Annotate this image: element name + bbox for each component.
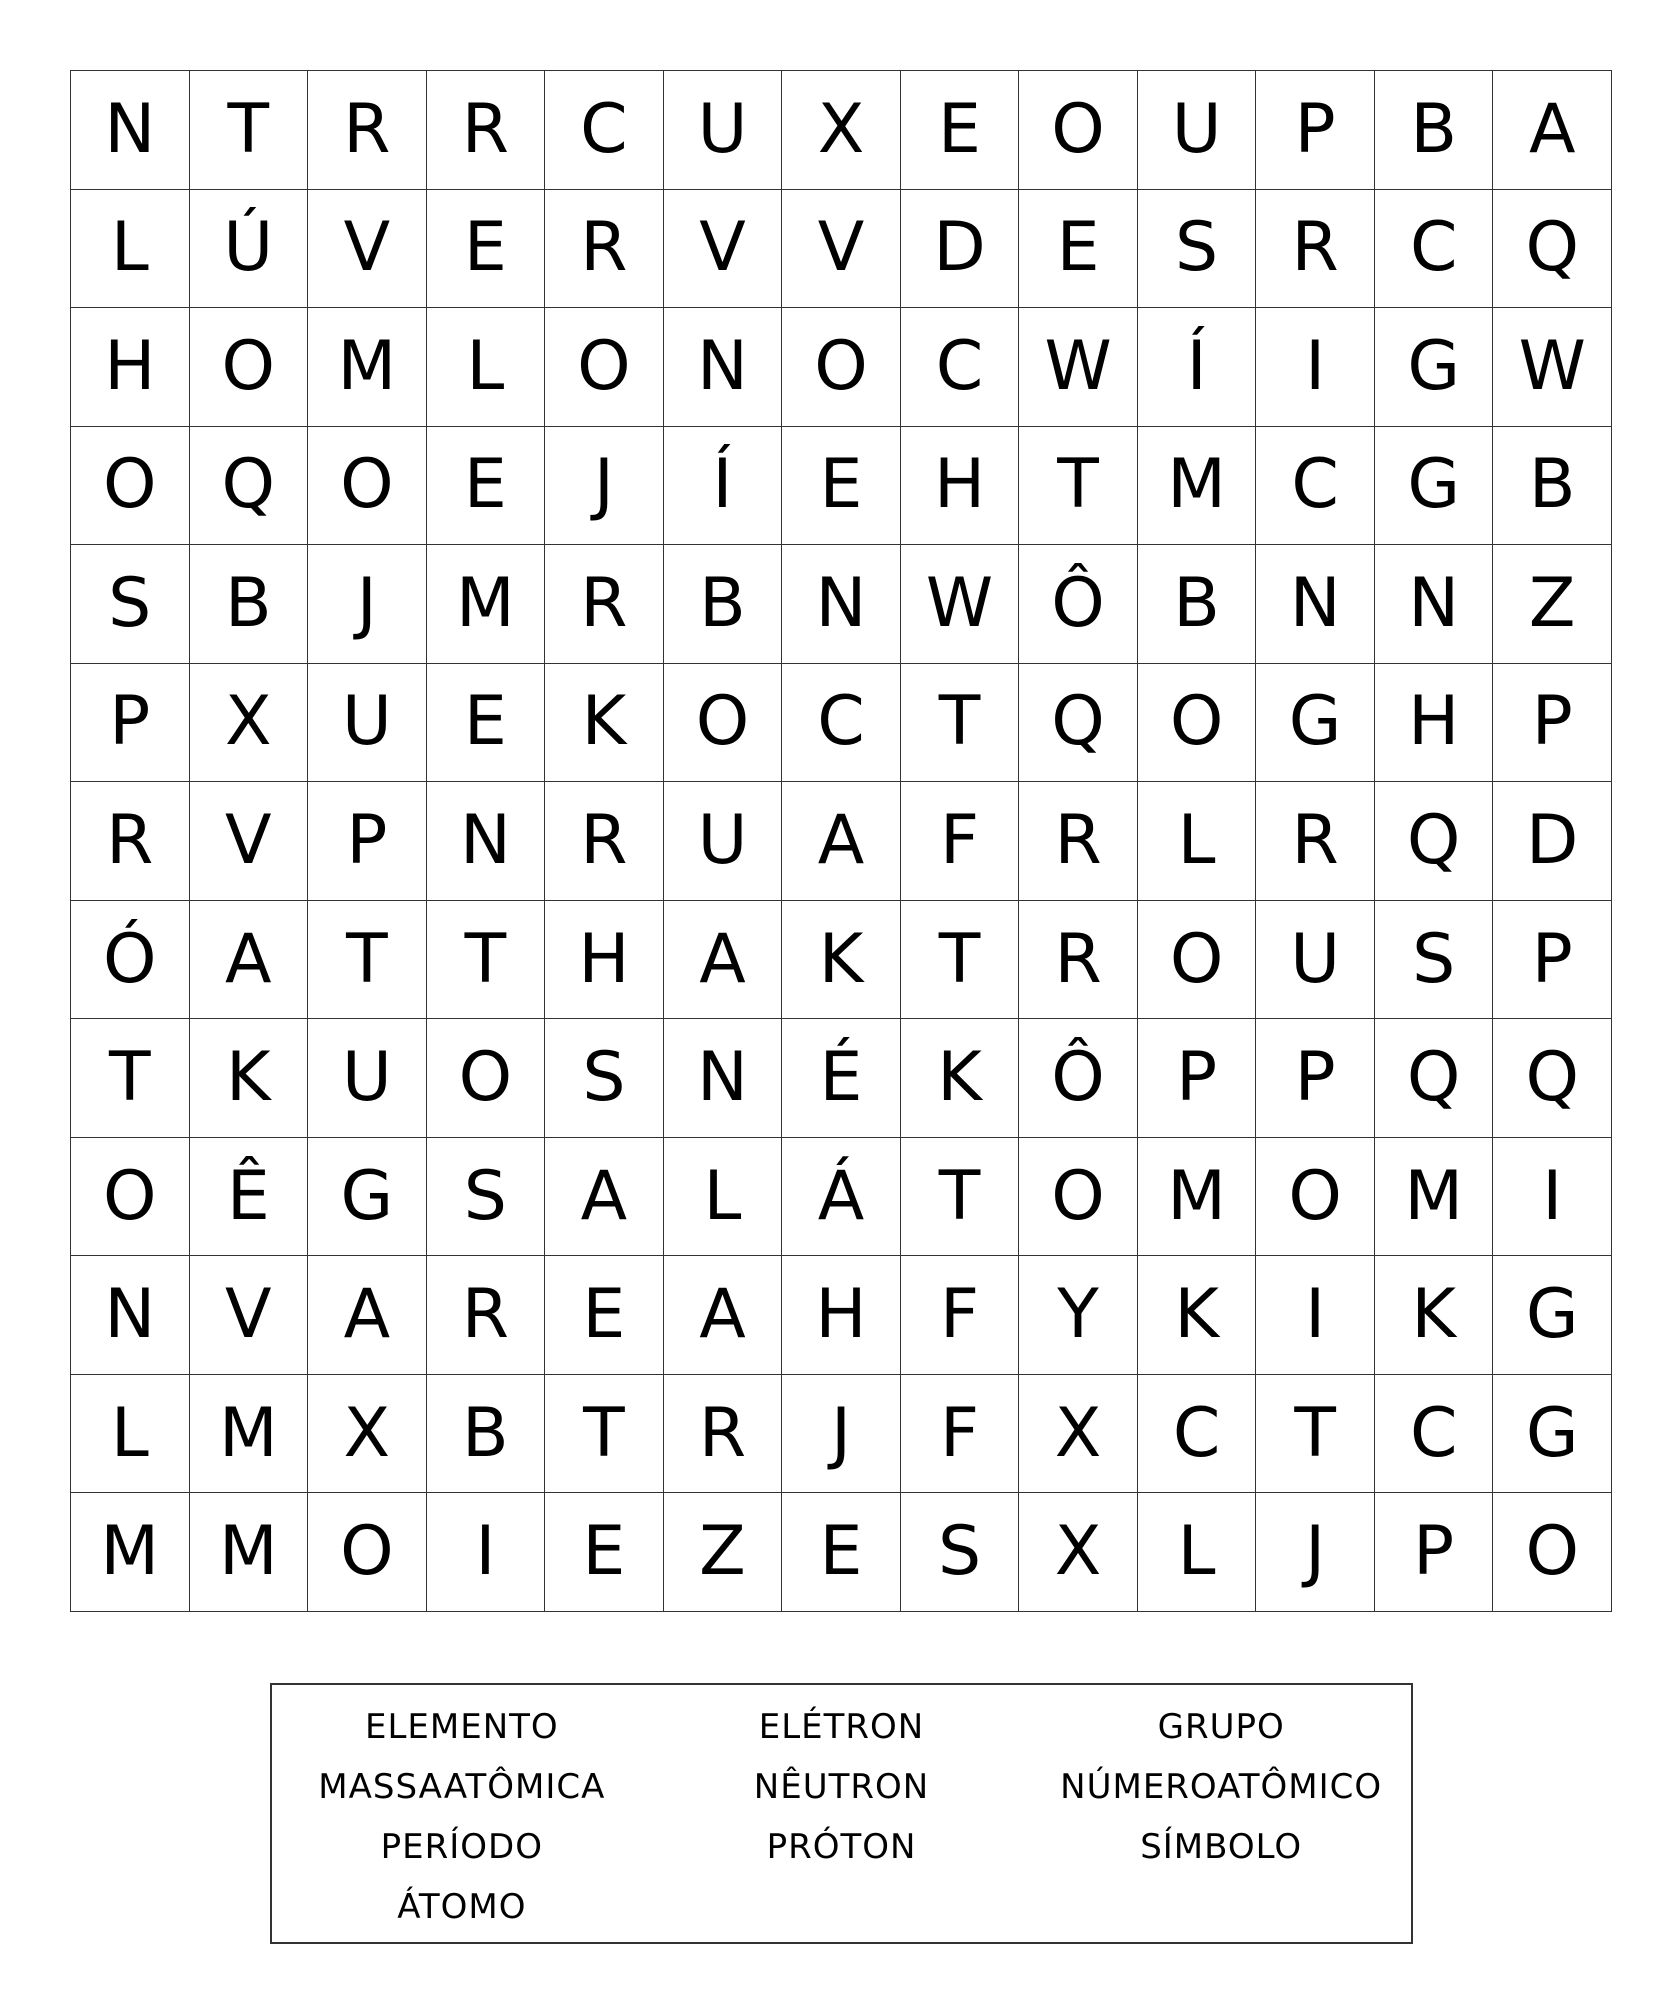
grid-cell[interactable]: P (1256, 71, 1375, 190)
grid-cell[interactable]: O (545, 308, 664, 427)
word-bank-item: ÁTOMO (397, 1887, 527, 1927)
grid-cell[interactable]: O (1019, 1138, 1138, 1257)
grid-cell[interactable]: A (190, 901, 309, 1020)
grid-cell[interactable]: C (901, 308, 1020, 427)
grid-cell[interactable]: B (1375, 71, 1494, 190)
grid-cell[interactable]: U (664, 782, 783, 901)
grid-cell[interactable]: U (1256, 901, 1375, 1020)
grid-cell[interactable]: G (1256, 664, 1375, 783)
grid-cell[interactable]: R (71, 782, 190, 901)
word-bank-item: SÍMBOLO (1140, 1827, 1303, 1867)
grid-cell[interactable]: W (901, 545, 1020, 664)
grid-cell[interactable]: A (664, 1256, 783, 1375)
grid-cell[interactable]: O (1138, 664, 1257, 783)
grid-cell[interactable]: E (545, 1493, 664, 1612)
grid-cell[interactable]: M (190, 1493, 309, 1612)
grid-cell[interactable]: Í (664, 427, 783, 546)
grid-cell[interactable]: I (1256, 308, 1375, 427)
grid-cell[interactable]: K (782, 901, 901, 1020)
grid-cell[interactable]: X (1019, 1493, 1138, 1612)
grid-cell[interactable]: P (1138, 1019, 1257, 1138)
grid-cell[interactable]: E (782, 427, 901, 546)
grid-cell[interactable]: Q (190, 427, 309, 546)
grid-cell[interactable]: N (1375, 545, 1494, 664)
grid-cell[interactable]: D (1493, 782, 1612, 901)
grid-cell[interactable]: R (1256, 190, 1375, 309)
grid-cell[interactable]: O (1019, 71, 1138, 190)
grid-cell[interactable]: S (427, 1138, 546, 1257)
grid-cell[interactable]: A (308, 1256, 427, 1375)
grid-cell[interactable]: X (782, 71, 901, 190)
grid-cell[interactable]: E (427, 664, 546, 783)
grid-cell[interactable]: N (1256, 545, 1375, 664)
grid-cell[interactable]: S (901, 1493, 1020, 1612)
grid-cell[interactable]: A (782, 782, 901, 901)
grid-cell[interactable]: H (782, 1256, 901, 1375)
grid-cell[interactable]: Z (1493, 545, 1612, 664)
grid-cell[interactable]: R (427, 1256, 546, 1375)
grid-cell[interactable]: O (190, 308, 309, 427)
grid-cell[interactable]: L (1138, 1493, 1257, 1612)
grid-cell[interactable]: C (1138, 1375, 1257, 1494)
grid-cell[interactable]: E (782, 1493, 901, 1612)
grid-cell[interactable]: G (1375, 427, 1494, 546)
grid-cell[interactable]: V (782, 190, 901, 309)
grid-cell[interactable]: M (308, 308, 427, 427)
grid-cell[interactable]: I (427, 1493, 546, 1612)
grid-cell[interactable]: N (71, 71, 190, 190)
word-bank-item: MASSAATÔMICA (318, 1767, 606, 1807)
grid-cell[interactable]: S (1375, 901, 1494, 1020)
grid-cell[interactable]: B (1493, 427, 1612, 546)
grid-cell[interactable]: E (901, 71, 1020, 190)
grid-cell[interactable]: O (1493, 1493, 1612, 1612)
grid-cell[interactable]: Ô (1019, 545, 1138, 664)
grid-cell[interactable]: Ó (71, 901, 190, 1020)
grid-cell[interactable]: M (1138, 427, 1257, 546)
grid-cell[interactable]: M (1375, 1138, 1494, 1257)
grid-cell[interactable]: I (1256, 1256, 1375, 1375)
grid-cell[interactable]: U (308, 1019, 427, 1138)
grid-cell[interactable]: Q (1019, 664, 1138, 783)
word-search-grid (70, 70, 1612, 1612)
grid-cell[interactable]: U (664, 71, 783, 190)
grid-cell[interactable]: S (1138, 190, 1257, 309)
grid-cell[interactable]: T (427, 901, 546, 1020)
grid-cell[interactable]: O (71, 1138, 190, 1257)
grid-cell[interactable]: L (427, 308, 546, 427)
grid-cell[interactable]: T (1019, 427, 1138, 546)
grid-cell[interactable]: A (664, 901, 783, 1020)
grid-cell[interactable]: P (1493, 664, 1612, 783)
grid-cell[interactable]: G (1375, 308, 1494, 427)
grid-cell[interactable]: G (308, 1138, 427, 1257)
grid-cell[interactable]: É (782, 1019, 901, 1138)
grid-cell[interactable]: Q (1493, 190, 1612, 309)
grid-cell[interactable]: R (1019, 901, 1138, 1020)
grid-cell[interactable]: T (545, 1375, 664, 1494)
grid-cell[interactable]: H (545, 901, 664, 1020)
grid-cell[interactable]: U (1138, 71, 1257, 190)
grid-cell[interactable]: N (664, 308, 783, 427)
grid-cell[interactable]: Q (1375, 782, 1494, 901)
grid-cell[interactable]: F (901, 1256, 1020, 1375)
word-bank-item (652, 1877, 1032, 1937)
grid-cell[interactable]: X (1019, 1375, 1138, 1494)
grid-cell[interactable]: K (901, 1019, 1020, 1138)
grid-cell[interactable]: Z (664, 1493, 783, 1612)
grid-cell[interactable]: M (1138, 1138, 1257, 1257)
grid-cell[interactable]: H (901, 427, 1020, 546)
grid-cell[interactable]: B (190, 545, 309, 664)
grid-cell[interactable]: S (545, 1019, 664, 1138)
grid-cell[interactable]: C (782, 664, 901, 783)
grid-cell[interactable]: F (901, 1375, 1020, 1494)
grid-cell[interactable]: B (664, 545, 783, 664)
grid-cell[interactable]: J (545, 427, 664, 546)
grid-cell[interactable]: T (190, 71, 309, 190)
grid-cell[interactable]: O (664, 664, 783, 783)
word-bank-item: ELEMENTO (364, 1707, 559, 1747)
grid-cell[interactable]: K (1375, 1256, 1494, 1375)
grid-cell[interactable]: K (545, 664, 664, 783)
grid-cell[interactable]: O (782, 308, 901, 427)
grid-cell[interactable]: R (545, 190, 664, 309)
grid-cell[interactable]: L (71, 190, 190, 309)
grid-cell[interactable]: H (1375, 664, 1494, 783)
grid-cell[interactable]: R (664, 1375, 783, 1494)
grid-cell[interactable]: N (427, 782, 546, 901)
grid-cell[interactable]: Ê (190, 1138, 309, 1257)
grid-cell[interactable]: B (427, 1375, 546, 1494)
grid-cell[interactable]: Ô (1019, 1019, 1138, 1138)
grid-cell[interactable]: O (71, 427, 190, 546)
grid-cell[interactable]: X (190, 664, 309, 783)
grid-cell[interactable]: T (71, 1019, 190, 1138)
grid-cell[interactable]: B (1138, 545, 1257, 664)
grid-cell[interactable]: I (1493, 1138, 1612, 1257)
grid-cell[interactable]: O (427, 1019, 546, 1138)
grid-cell[interactable]: K (190, 1019, 309, 1138)
grid-cell[interactable]: G (1493, 1375, 1612, 1494)
word-bank (270, 1683, 1413, 1944)
grid-cell[interactable]: P (1493, 901, 1612, 1020)
grid-cell[interactable]: C (1375, 190, 1494, 309)
grid-cell[interactable]: F (901, 782, 1020, 901)
grid-cell[interactable]: V (190, 1256, 309, 1375)
word-bank-item: PRÓTON (766, 1827, 917, 1867)
grid-cell[interactable]: P (1375, 1493, 1494, 1612)
grid-cell[interactable]: T (901, 1138, 1020, 1257)
grid-cell[interactable]: A (1493, 71, 1612, 190)
grid-cell[interactable]: R (545, 545, 664, 664)
grid-cell[interactable]: Y (1019, 1256, 1138, 1375)
word-bank-item (1031, 1877, 1411, 1937)
grid-cell[interactable]: Q (1493, 1019, 1612, 1138)
grid-cell[interactable]: T (901, 901, 1020, 1020)
grid-cell[interactable]: U (308, 664, 427, 783)
grid-cell[interactable]: C (1375, 1375, 1494, 1494)
word-bank-item: NÚMEROATÔMICO (1060, 1767, 1383, 1807)
grid-cell[interactable]: O (1138, 901, 1257, 1020)
grid-cell[interactable]: L (71, 1375, 190, 1494)
grid-cell[interactable]: T (308, 901, 427, 1020)
grid-cell[interactable]: Á (782, 1138, 901, 1257)
word-bank-item: PERÍODO (380, 1827, 543, 1867)
grid-cell[interactable]: W (1019, 308, 1138, 427)
grid-cell[interactable]: M (427, 545, 546, 664)
grid-cell[interactable]: C (545, 71, 664, 190)
grid-cell[interactable]: O (308, 427, 427, 546)
grid-cell[interactable]: Q (1375, 1019, 1494, 1138)
word-bank-item: ELÉTRON (758, 1707, 925, 1747)
grid-cell[interactable]: K (1138, 1256, 1257, 1375)
grid-cell[interactable]: L (1138, 782, 1257, 901)
grid-cell[interactable]: E (545, 1256, 664, 1375)
word-bank-item: GRUPO (1157, 1707, 1285, 1747)
grid-cell[interactable]: M (190, 1375, 309, 1494)
grid-cell[interactable]: Ú (190, 190, 309, 309)
grid-cell[interactable]: N (664, 1019, 783, 1138)
grid-cell[interactable]: P (1256, 1019, 1375, 1138)
grid-cell[interactable]: W (1493, 308, 1612, 427)
grid-cell[interactable]: E (427, 190, 546, 309)
grid-cell[interactable]: V (308, 190, 427, 309)
grid-cell[interactable]: N (71, 1256, 190, 1375)
grid-cell[interactable]: E (1019, 190, 1138, 309)
grid-cell[interactable]: H (71, 308, 190, 427)
grid-cell[interactable]: O (1256, 1138, 1375, 1257)
grid-cell[interactable]: L (664, 1138, 783, 1257)
grid-cell[interactable]: P (308, 782, 427, 901)
grid-cell[interactable]: J (782, 1375, 901, 1494)
word-bank-item: NÊUTRON (753, 1767, 930, 1807)
grid-cell[interactable]: T (1256, 1375, 1375, 1494)
grid-cell[interactable]: E (427, 427, 546, 546)
grid-cell[interactable]: D (901, 190, 1020, 309)
grid-cell[interactable]: R (427, 71, 546, 190)
grid-cell[interactable]: J (308, 545, 427, 664)
grid-cell[interactable]: O (308, 1493, 427, 1612)
grid-cell[interactable]: S (71, 545, 190, 664)
grid-cell[interactable]: P (71, 664, 190, 783)
grid-cell[interactable]: R (1019, 782, 1138, 901)
grid-cell[interactable]: N (782, 545, 901, 664)
grid-cell[interactable]: J (1256, 1493, 1375, 1612)
grid-cell[interactable]: T (901, 664, 1020, 783)
grid-cell[interactable]: R (545, 782, 664, 901)
grid-cell[interactable]: R (1256, 782, 1375, 901)
grid-cell[interactable]: Í (1138, 308, 1257, 427)
grid-cell[interactable]: C (1256, 427, 1375, 546)
grid-cell[interactable]: G (1493, 1256, 1612, 1375)
grid-cell[interactable]: R (308, 71, 427, 190)
grid-cell[interactable]: V (190, 782, 309, 901)
grid-cell[interactable]: M (71, 1493, 190, 1612)
grid-cell[interactable]: X (308, 1375, 427, 1494)
grid-cell[interactable]: V (664, 190, 783, 309)
grid-cell[interactable]: A (545, 1138, 664, 1257)
